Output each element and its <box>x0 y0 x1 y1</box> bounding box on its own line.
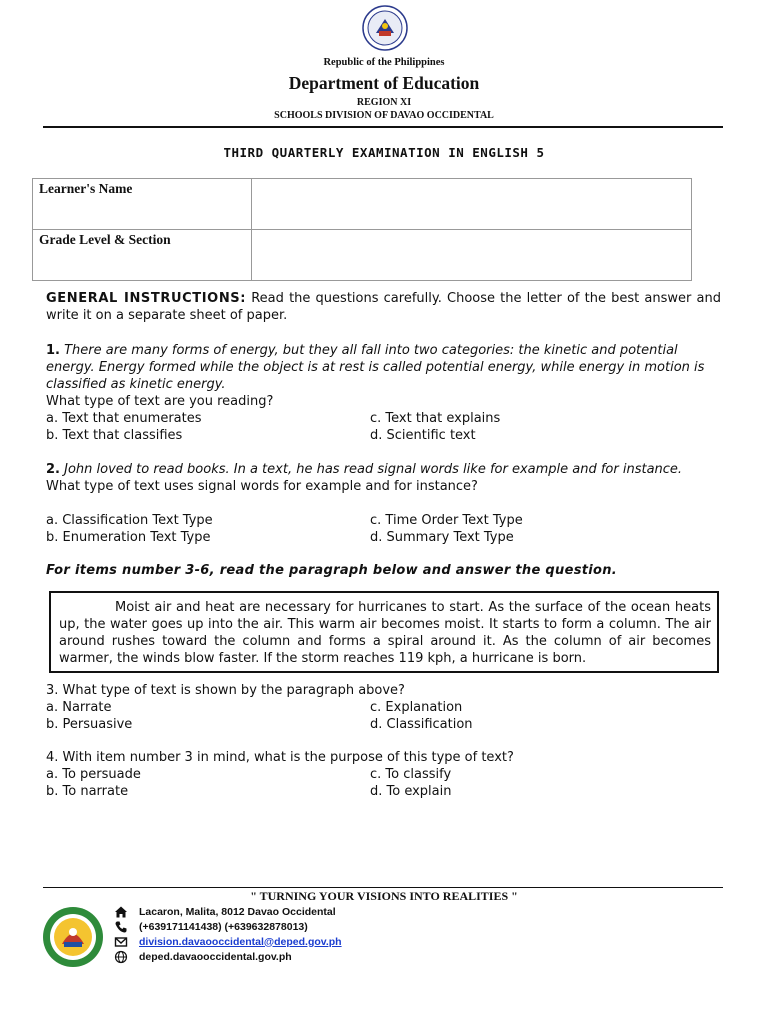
choice-4c: c. To classify <box>370 767 452 782</box>
footer-email-line <box>114 934 342 949</box>
learner-name-label: Learner's Name <box>33 179 252 230</box>
question-1-prompt: What type of text are you reading? <box>46 394 274 409</box>
items-note: For items number 3-6, read the paragraph below and answer the question. <box>46 563 618 578</box>
question-4-prompt: 4. With item number 3 in mind, what is the purpose of this type of text? <box>46 750 514 765</box>
choice-1c: c. Text that explains <box>370 411 501 426</box>
choice-4b: b. To narrate <box>46 784 129 799</box>
question-2-choices <box>46 512 721 546</box>
question-3-choices <box>46 699 721 733</box>
choice-3c: c. Explanation <box>370 700 463 715</box>
question-2-prompt: What type of text uses signal words for example and for instance? <box>46 479 478 494</box>
division-heading: SCHOOLS DIVISION OF DAVAO OCCIDENTAL <box>274 110 494 121</box>
choice-1b: b. Text that classifies <box>46 428 183 443</box>
instructions-label: GENERAL INSTRUCTIONS: <box>46 291 247 306</box>
choice-1a: a. Text that enumerates <box>46 411 202 426</box>
department-heading: Department of Education <box>288 73 480 93</box>
question-1-choices <box>46 410 721 444</box>
question-2-number: 2. <box>46 462 60 477</box>
division-seal-logo <box>42 906 104 968</box>
question-2-passage: John loved to read books. In a text, he has read signal words like for example and for instance. <box>59 462 683 477</box>
question-1-passage: There are many forms of energy, but they all fall into two categories: the kinetic and potential energy. Energy formed while the object is at rest is called potential energy, while energy in motion is classified as kinetic energy. <box>46 343 705 392</box>
learner-info-table <box>32 178 692 281</box>
grade-section-label: Grade Level & Section <box>33 230 252 281</box>
exam-content <box>46 290 721 800</box>
footer-website-line <box>114 949 342 964</box>
footer-contact <box>114 904 342 964</box>
footer-address: Lacaron, Malita, 8012 Davao Occidental <box>139 905 336 918</box>
footer-email-link[interactable]: division.davaooccidental@deped.gov.ph <box>139 935 342 948</box>
footer-phone: (+639171141438) (+639632878013) <box>139 920 308 933</box>
choice-4d: d. To explain <box>370 784 452 799</box>
exam-title: THIRD QUARTERLY EXAMINATION IN ENGLISH 5 <box>223 145 545 160</box>
globe-icon <box>114 950 128 964</box>
choice-2c: c. Time Order Text Type <box>370 513 523 528</box>
footer-motto: " TURNING YOUR VISIONS INTO REALITIES " <box>250 889 518 903</box>
phone-icon <box>114 920 128 934</box>
choice-3a: a. Narrate <box>46 700 112 715</box>
choice-2d: d. Summary Text Type <box>370 530 514 545</box>
footer-address-line <box>114 904 342 919</box>
grade-section-row <box>33 230 692 281</box>
footer-website[interactable]: deped.davaooccidental.gov.ph <box>139 950 292 963</box>
question-2 <box>46 461 721 478</box>
question-1 <box>46 342 721 393</box>
learner-name-field[interactable] <box>252 179 692 230</box>
choice-3b: b. Persuasive <box>46 717 133 732</box>
region-heading: REGION XI <box>356 97 412 108</box>
email-icon <box>114 935 128 949</box>
grade-section-field[interactable] <box>252 230 692 281</box>
question-3-prompt: 3. What type of text is shown by the paragraph above? <box>46 683 405 698</box>
general-instructions <box>46 290 721 324</box>
question-1-number: 1. <box>46 343 60 358</box>
instructions-text: Read the questions carefully. Choose the letter of the best answer and write it on a separate sheet of paper. <box>46 291 721 323</box>
reading-passage-box: Moist air and heat are necessary for hurricanes to start. As the surface of the ocean heats up, the water goes up into the air. This warm air becomes moist. It starts to form a column. The air around rushes toward the column and forms a spiral around it. As the column of air becomes warmer, the winds blow faster. If the storm reaches 119 kph, a hurricane is born. <box>49 591 719 673</box>
choice-1d: d. Scientific text <box>370 428 476 443</box>
deped-seal-logo <box>362 5 408 51</box>
home-icon <box>114 905 128 919</box>
question-4-choices <box>46 766 721 800</box>
learner-name-row <box>33 179 692 230</box>
header-divider <box>43 126 723 128</box>
choice-2a: a. Classification Text Type <box>46 513 213 528</box>
choice-2b: b. Enumeration Text Type <box>46 530 211 545</box>
choice-3d: d. Classification <box>370 717 473 732</box>
footer-phone-line <box>114 919 342 934</box>
choice-4a: a. To persuade <box>46 767 141 782</box>
footer-divider <box>43 887 723 888</box>
republic-heading: Republic of the Philippines <box>323 57 445 68</box>
